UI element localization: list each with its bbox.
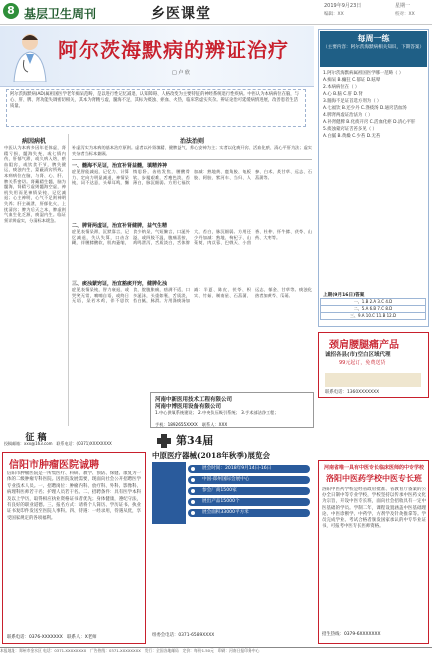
- expo-contact: 组委会电话：0371-6589XXXX: [152, 633, 215, 638]
- left-column-body: 中医认为本病多因年老体虚，肾精亏损，髓海失充，或七情内伤，肝郁气滞，或久病入络，瘀血阻窍，或饮食不节，脾失健运，痰浊内生，蒙蔽清窍所致。本病病位在脑，与肾、心、肝、脾关系密切。肾藏精生髓，脑为髓海，肾精亏虚则髓海空虚，神机失用而见神情呆钝、记忆减退；心主神明，心气不足则神明失养；肝主疏泄，肝郁化火，上扰清窍；脾为后天之本，脾虚则气血生化乏源，痰湿内生。临证须详辨虚实，分清标本缓急。: [4, 145, 66, 223]
- equipment-services: [155, 410, 279, 415]
- divider: [72, 159, 312, 160]
- call-for-papers-title: 征 稿: [25, 433, 47, 443]
- editor-credit: 编辑：XX: [324, 12, 344, 17]
- school-ad-contact: 招生热线：0379-6XXXXXXX: [322, 632, 381, 637]
- equipment-phone: 手机：1892655XXXX 联系人：XXX: [155, 422, 228, 427]
- expo-info-list: [188, 462, 310, 517]
- quiz-options: A.补肾健脾 B.化痰开窍 C.活血化瘀 D.清心平肝: [323, 120, 416, 125]
- section-2-body: 症见表情呆滞，沉默寡言，记忆减退，失认失算，口齿含糊，伴腰膝酸软，肌肉萎缩，食少纳呆，气短懒言，口涎外溢，或四肢不温，腹痛喜按，鸡鸣泄泻，舌质淡白，舌体胖大，苔白，脉沉细弱。方用还少丹加减：熟地、枸杞子、山茱萸、肉苁蓉、巴戟天、小茴香、杜仲、怀牛膝、茯苓、山药、大枣等。: [72, 229, 312, 246]
- article-intro: 阿尔茨海默病(AD)属祖国医学老年痴呆范畴，是以进行性记忆减退、认知障碍、人格改变为主要特征的神经系统退行性疾病。中医认为本病病位在脑，与心、肝、脾、肾功能失调密切相关，其本为肾精亏虚，髓海不足，其标为痰浊、瘀血、火热，临床常虚实夹杂。辨证论治可延缓病情进展，改善患者生活质量。: [6, 89, 306, 127]
- product-ad-subtitle: 诚招各县(市)空白区域代理: [325, 352, 391, 358]
- quiz-options: A.白腻 B.黄燥 C.少苔 D.无苔: [323, 134, 381, 139]
- proof-credit: 校对：XX: [395, 12, 415, 17]
- section-3-heading: 三、痰浊蒙窍证，治宜豁痰开窍，健脾化浊: [72, 281, 168, 287]
- center-heading: 治法治则: [179, 138, 204, 145]
- school-ad-title: 洛阳中医药学校中医专长班: [326, 473, 422, 483]
- expo-item: 展出产品15000个: [188, 498, 310, 506]
- section-1-heading: 一、髓海不足证，治宜补肾益髓，填精养神: [72, 163, 168, 169]
- expo-qr-panel: [152, 462, 186, 524]
- answer-cell: 二、5.A 6.B 7.C 8.D: [321, 306, 426, 313]
- answers-table: [320, 298, 426, 320]
- issue-date: 2019年9月23日: [324, 3, 362, 9]
- issue-weekday: 星期一: [395, 3, 411, 9]
- service-item: 3.手术部洁净工程；: [241, 410, 279, 415]
- product-image: [325, 373, 421, 387]
- quiz-subtitle: （主要内容：阿尔茨海默病相关知识，下期答案）: [323, 45, 425, 50]
- service-item: 1.中心供氧系统建设；: [155, 410, 197, 415]
- article-author: □ 卢 欣: [172, 70, 190, 76]
- equipment-company-1: 河南中新医用技术工程有限公司: [155, 397, 233, 403]
- recruitment-body: 信阳市肿瘤医院是一所集医疗、科研、教学、预防、保健、康复为一体的二级肿瘤专科医院。因医院发展需要，现面向社会公开招聘医学专业技术人员。一、招聘岗位：肿瘤内科、放疗科、外科、影像科、病理科医师若干名；护理人员若干名。二、招聘条件：具有医学本科及以上学历，取得相应执业资格证书者优先；身体健康，遵纪守法，有良好的职业道德。三、报名方式：请将个人简历、学历证书、执业证书复印件发送至医院人事科。四、待遇：一经录用，待遇从优，享受国家规定的各项福利。: [7, 471, 141, 521]
- page-header: [0, 0, 432, 25]
- recruitment-contact: 联系电话：0376-XXXXXXX 联系人：X老师: [7, 635, 97, 640]
- expo-item: 中国·郑州国际会展中心: [188, 476, 310, 484]
- answers-title: 上期(9月16日)答案: [323, 293, 365, 298]
- doctor-illustration-icon: [8, 30, 52, 82]
- page-number-badge: 8: [3, 3, 19, 19]
- section-1-body: 症见智能减退，记忆力、计算力、定向力明显减退，神情呆钝，词不达意，头晕耳鸣，懈惰思卧，齿枯发焦，腰酸骨软，步履艰难，舌瘦色淡，苔薄白，脉沉细弱。方用七福饮加减：熟地黄、鹿角胶、龟板胶、阿胶、紫河车、当归、人参、白术、炙甘草、远志、石菖蒲等。: [72, 169, 312, 186]
- recruitment-ad: [2, 452, 146, 644]
- center-intro: 补虚泻实为本病的基本治疗原则。虚者以补肾填精、健脾益气、养心安神为主；实者以化痰开窍、活血化瘀、清心平肝为法；虚实夹杂者当标本兼顾。: [72, 145, 312, 156]
- expo-edition: 第34届: [176, 434, 214, 447]
- product-ad-subtitle2: 99元起订，免费送货: [339, 360, 386, 366]
- answer-cell: 一、1.B 2.A 3.C 4.D: [321, 299, 426, 306]
- article-title: 阿尔茨海默病的辨证治疗: [58, 38, 289, 62]
- section-2-heading: 二、脾肾两虚证，治宜补肾健脾，益气生精: [72, 223, 168, 229]
- section-title: 乡医课堂: [151, 6, 211, 22]
- quiz-options: A.心 B.脑 C.肝 D.肾: [323, 92, 363, 97]
- quiz-options: A.痴呆 B.癫狂 C.郁证 D.眩晕: [323, 78, 381, 83]
- page-footer: 本报地址：郑州市金水区 电话：0371-XXXXXXXX 广告热线：0371-XXXXXXXX 发行：全国各地邮局 定价：每份1.50元 印刷：河南日报印务中心: [0, 647, 432, 661]
- service-item: 2.中央负压吸引系统；: [198, 410, 240, 415]
- paper-name: 基层卫生周刊: [24, 7, 97, 21]
- equipment-company-2: 河南中博医用设备有限公司: [155, 404, 222, 410]
- expo-item: 参会厂商1500家: [188, 487, 310, 495]
- equipment-ad: [150, 392, 314, 428]
- school-ad-tagline: 河南省唯一具有中医专长临床医师的中专学校: [323, 465, 424, 471]
- weekly-quiz-box: [318, 29, 429, 327]
- quiz-header: [320, 31, 427, 67]
- left-column-heading: 病因病机: [21, 138, 46, 145]
- product-ad-title: 颈肩腰腿痛产品: [329, 340, 399, 351]
- quiz-question: 4.脾肾两虚证治法为（ ）: [323, 113, 373, 118]
- quiz-title: 每周一练: [357, 34, 390, 43]
- product-ad-phone: 联系电话：1360XXXXXXX: [325, 390, 380, 395]
- school-ad: [318, 460, 429, 644]
- quiz-question: 5.痰浊蒙窍证舌苔多见（ ）: [323, 127, 377, 132]
- school-ad-body: 洛阳中医药学校是经省政府批准、省教育厅备案的公办全日制中等专业学校，学校坚持以传承中医药文化为宗旨，开设中医专长班，面向社会招收具有一定中医基础的学员。学制二年，课程设置涵盖中医基础理论、中医诊断学、中药学、方剂学及针灸推拿等。学员完成学业、考试合格者颁发国家承认的中专毕业证书，可报考中医专长医师资格。: [322, 487, 426, 530]
- call-for-papers-contact: 投稿邮箱：xxx@163.com 联系电话：(0371)XXXXXXXX: [4, 441, 112, 446]
- product-ad: [318, 332, 429, 398]
- quiz-question: 3.髓海不足证首选方剂为（ ）: [323, 99, 382, 104]
- expo-item: 展会时间：2018年9月14日-16日: [188, 465, 310, 473]
- recruitment-title: 信阳市肿瘤医院诚聘: [9, 460, 99, 471]
- quiz-question: 2.本病病位在（ ）: [323, 85, 360, 90]
- expo-title: 中原医疗器械(2018年秋季)展览会: [152, 451, 270, 460]
- expo-ad: [150, 430, 314, 644]
- column-divider: [68, 134, 69, 426]
- quiz-question: 1.阿尔茨海默病属祖国医学哪一范畴（ ）: [323, 71, 404, 76]
- section-3-body: 症见表情呆钝，智力衰退，或哭笑无常，喃喃自语，或终日无语，呆若木鸡，伴不思饮食，脘腹胀痛，痞满不适，口多涎沫，头重如裹，舌质淡，苔白腻，脉滑。方用涤痰汤加减：半夏、陈皮、茯苓、枳实、竹茹、制南星、石菖蒲、远志、郁金、甘草等。痰浊化热者加黄芩、瓜蒌。: [72, 287, 312, 304]
- medical-cross-icon: [154, 432, 174, 450]
- quiz-options: A.七福饮 B.还少丹 C.涤痰汤 D.通窍活血汤: [323, 106, 407, 111]
- expo-item: 展会面积33000平方米: [188, 509, 310, 517]
- quiz-questions: [323, 70, 424, 295]
- answer-cell: 三、9.A 10.C 11.B 12.D: [321, 313, 426, 320]
